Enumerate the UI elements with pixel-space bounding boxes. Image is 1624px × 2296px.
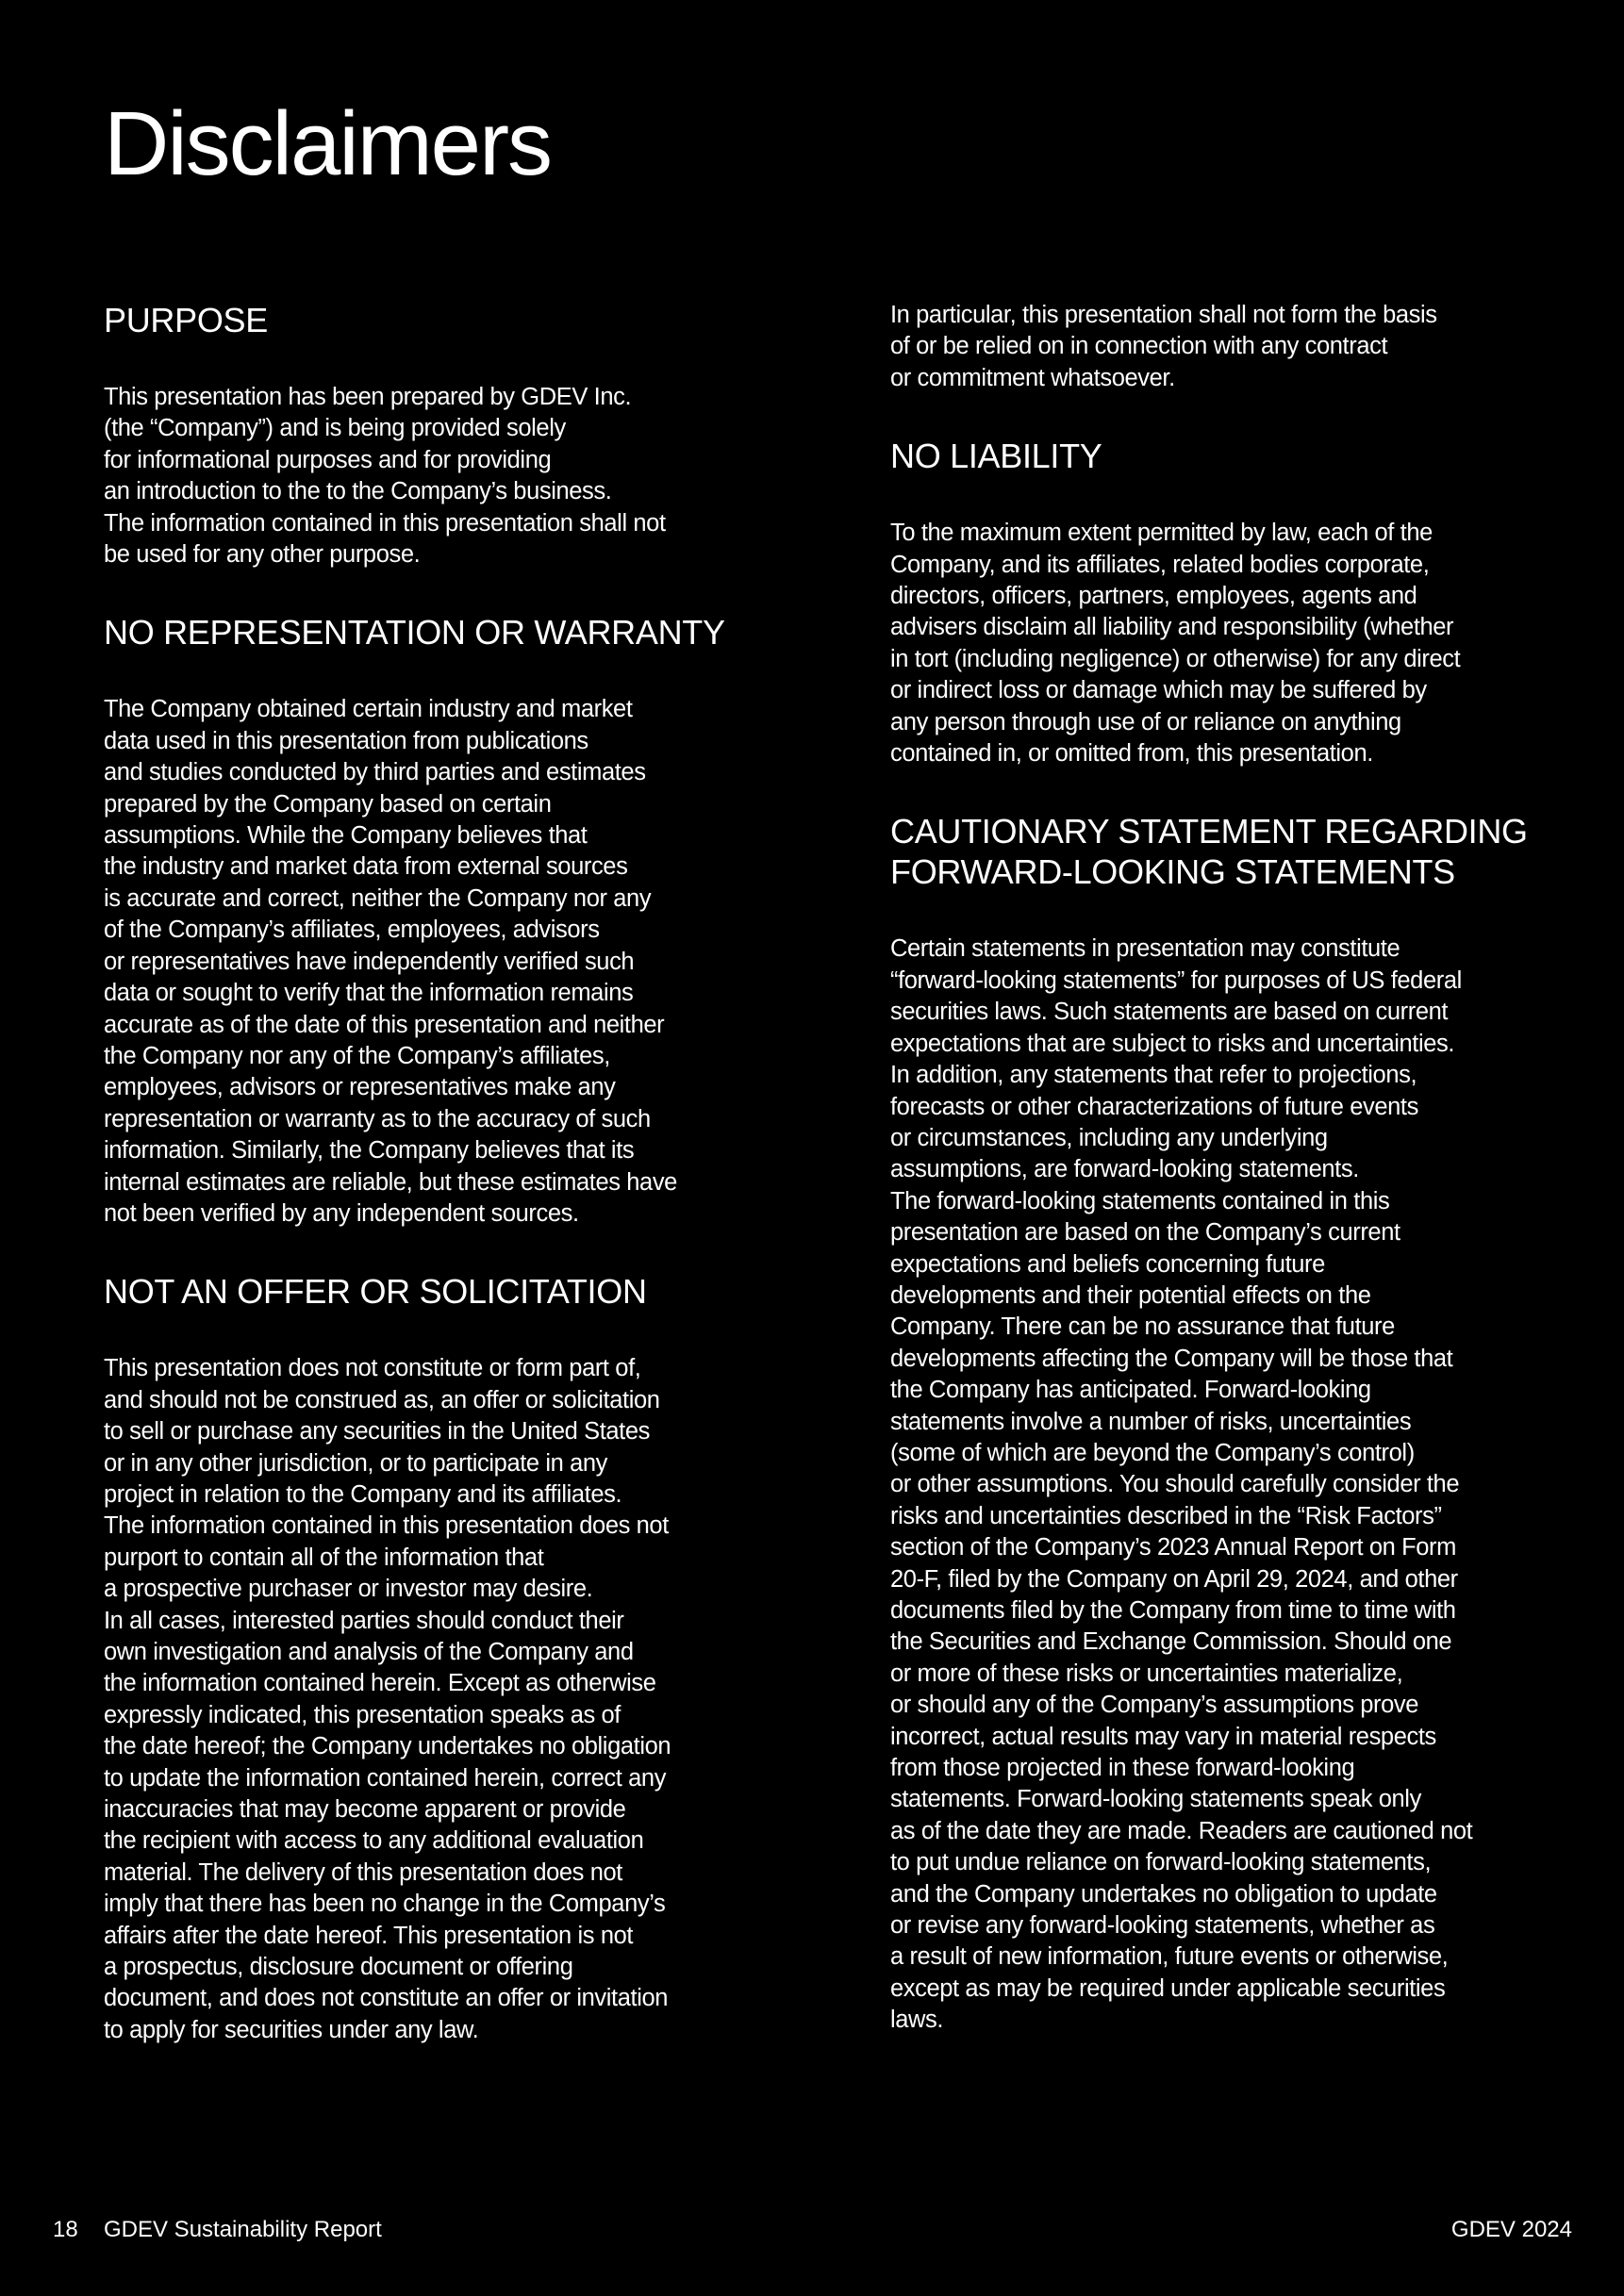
cautionary-heading: [890, 811, 1532, 892]
no-liability-body: [890, 518, 1532, 769]
text-line: not been verified by any independent sources.: [104, 1199, 579, 1227]
text-line: the information contained herein. Except as otherwise: [104, 1670, 656, 1697]
not-an-offer-section: [104, 1271, 745, 2046]
text-line: presentation are based on the Company’s current: [890, 1219, 1400, 1247]
text-line: To the maximum extent permitted by law, each of the: [890, 520, 1433, 547]
text-line: The forward-looking statements contained in this: [890, 1187, 1390, 1214]
left-column: [104, 300, 745, 2046]
text-line: data or sought to verify that the information remains: [104, 980, 634, 1007]
text-line: or indirect loss or damage which may be suffered by: [890, 677, 1427, 704]
cautionary-heading-line1: CAUTIONARY STATEMENT REGARDING: [890, 812, 1528, 851]
text-line: a prospective purchaser or investor may desire.: [104, 1576, 593, 1603]
text-line: statements. Forward-looking statements speak only: [890, 1786, 1421, 1813]
text-line: The information contained in this presentation does not: [104, 1512, 669, 1540]
text-line: or commitment whatsoever.: [890, 364, 1175, 391]
text-line: Company. There can be no assurance that future: [890, 1313, 1395, 1341]
text-line: to put undue reliance on forward-looking statements,: [890, 1849, 1432, 1876]
text-line: from those projected in these forward-looking: [890, 1755, 1355, 1782]
no-representation-body: [104, 694, 745, 1230]
text-line: the industry and market data from external sources: [104, 853, 628, 881]
text-line: advisers disclaim all liability and responsibility (whether: [890, 614, 1454, 641]
text-line: to update the information contained herein, correct any: [104, 1764, 667, 1792]
text-line: and the Company undertakes no obligation to update: [890, 1880, 1437, 1908]
text-line: own investigation and analysis of the Company and: [104, 1639, 634, 1665]
text-line: or representatives have independently verified such: [104, 948, 635, 975]
text-line: the Company has anticipated. Forward-looking: [890, 1377, 1371, 1404]
text-line: statements involve a number of risks, uncertainties: [890, 1408, 1412, 1435]
text-line: expressly indicated, this presentation speaks as of: [104, 1701, 621, 1728]
not-an-offer-body: [104, 1353, 745, 2046]
text-line: expectations that are subject to risks and uncertainties.: [890, 1030, 1455, 1057]
text-line: internal estimates are reliable, but these estimates have: [104, 1168, 677, 1196]
text-line: imply that there has been no change in the Company’s: [104, 1891, 666, 1918]
text-line: inaccuracies that may become apparent or provide: [104, 1796, 626, 1824]
text-line: (some of which are beyond the Company’s control): [890, 1439, 1415, 1466]
not-an-offer-heading: NOT AN OFFER OR SOLICITATION: [104, 1272, 647, 1312]
report-name: GDEV Sustainability Report: [104, 2217, 382, 2242]
text-line: section of the Company’s 2023 Annual Report on Form: [890, 1534, 1456, 1561]
text-line: in tort (including negligence) or otherwise) for any direct: [890, 645, 1461, 672]
text-line: employees, advisors or representatives make any: [104, 1074, 616, 1101]
text-line: This presentation does not constitute or form part of,: [104, 1355, 641, 1382]
text-line: of the Company’s affiliates, employees, advisors: [104, 917, 600, 944]
right-column: [890, 300, 1532, 2037]
text-line: to apply for securities under any law.: [104, 2016, 479, 2043]
text-line: expectations and beliefs concerning future: [890, 1250, 1325, 1278]
in-particular-body: [890, 300, 1532, 394]
text-line: contained in, or omitted from, this presentation.: [890, 740, 1373, 768]
text-line: In all cases, interested parties should conduct their: [104, 1607, 624, 1634]
text-line: directors, officers, partners, employees, agents and: [890, 583, 1417, 610]
text-line: the date hereof; the Company undertakes no obligation: [104, 1733, 671, 1760]
text-line: as of the date they are made. Readers are cautioned not: [890, 1817, 1473, 1844]
text-line: securities laws. Such statements are based on current: [890, 999, 1449, 1026]
purpose-heading: PURPOSE: [104, 301, 268, 339]
page-number: 18: [53, 2217, 78, 2242]
text-line: or in any other jurisdiction, or to participate in any: [104, 1449, 608, 1477]
text-line: documents filed by the Company from time to time with: [890, 1597, 1456, 1624]
in-particular-section: [890, 300, 1532, 394]
text-line: the recipient with access to any additional evaluation: [104, 1827, 644, 1855]
text-line: representation or warranty as to the accuracy of such: [104, 1105, 651, 1132]
text-line: 20-F, filed by the Company on April 29, 2024, and other: [890, 1565, 1458, 1593]
text-line: The information contained in this presentation shall not: [104, 509, 666, 537]
text-line: prepared by the Company based on certain: [104, 790, 552, 818]
cautionary-heading-line2: FORWARD-LOOKING STATEMENTS: [890, 852, 1455, 892]
text-line: for informational purposes and for providing: [104, 446, 552, 473]
text-line: developments and their potential effects on the: [890, 1281, 1371, 1309]
cautionary-body: [890, 933, 1532, 2036]
text-line: a result of new information, future events or otherwise,: [890, 1943, 1449, 1971]
text-line: except as may be required under applicable securities: [890, 1974, 1446, 2002]
text-line: In addition, any statements that refer to projections,: [890, 1062, 1417, 1089]
text-line: to sell or purchase any securities in the United States: [104, 1418, 650, 1445]
text-line: This presentation has been prepared by GDEV Inc.: [104, 384, 632, 410]
text-line: be used for any other purpose.: [104, 541, 421, 569]
text-line: or revise any forward-looking statements, whether as: [890, 1912, 1435, 1940]
text-line: Company, and its affiliates, related bodies corporate,: [890, 551, 1430, 578]
text-line: incorrect, actual results may vary in material respects: [890, 1723, 1436, 1750]
text-line: laws.: [890, 2007, 944, 2034]
text-line: accurate as of the date of this presentation and neither: [104, 1011, 665, 1038]
text-line: affairs after the date hereof. This presentation is not: [104, 1922, 634, 1949]
text-line: and should not be construed as, an offer or solicitation: [104, 1386, 660, 1413]
text-line: purport to contain all of the information that: [104, 1544, 544, 1571]
text-line: an introduction to the to the Company’s business.: [104, 478, 612, 505]
text-line: assumptions. While the Company believes that: [104, 822, 588, 850]
text-line: or should any of the Company’s assumptions prove: [890, 1692, 1419, 1719]
page-title: Disclaimers: [104, 93, 552, 194]
purpose-section: [104, 300, 745, 570]
cautionary-section: [890, 811, 1532, 2036]
no-liability-section: [890, 436, 1532, 769]
text-line: assumptions, are forward-looking statements.: [890, 1156, 1359, 1183]
no-liability-heading: NO LIABILITY: [890, 437, 1102, 476]
text-line: a prospectus, disclosure document or offering: [104, 1954, 573, 1981]
text-line: forecasts or other characterizations of future events: [890, 1093, 1418, 1120]
text-line: information. Similarly, the Company believes that its: [104, 1137, 635, 1165]
text-line: In particular, this presentation shall not form the basis: [890, 302, 1437, 328]
text-line: or circumstances, including any underlying: [890, 1124, 1328, 1151]
purpose-body: [104, 382, 745, 570]
text-line: developments affecting the Company will be those that: [890, 1345, 1453, 1372]
no-representation-heading: NO REPRESENTATION OR WARRANTY: [104, 613, 725, 652]
text-line: is accurate and correct, neither the Company nor any: [104, 884, 652, 912]
text-line: data used in this presentation from publications: [104, 727, 588, 754]
year-label: GDEV 2024: [1450, 2217, 1572, 2242]
text-line: Certain statements in presentation may constitute: [890, 935, 1400, 963]
text-line: and studies conducted by third parties and estimates: [104, 759, 646, 786]
text-line: or more of these risks or uncertainties materialize,: [890, 1660, 1403, 1687]
text-line: “forward-looking statements” for purposes of US federal: [890, 966, 1462, 994]
text-line: project in relation to the Company and its affiliates.: [104, 1480, 622, 1508]
text-line: the Company nor any of the Company’s affiliates,: [104, 1042, 610, 1069]
text-line: of or be relied on in connection with any contract: [890, 333, 1388, 360]
text-line: The Company obtained certain industry and market: [104, 696, 633, 723]
text-line: document, and does not constitute an offer or invitation: [104, 1985, 669, 2012]
text-line: the Securities and Exchange Commission. Should one: [890, 1628, 1452, 1656]
text-line: or other assumptions. You should carefully consider the: [890, 1471, 1460, 1498]
text-line: (the “Company”) and is being provided solely: [104, 415, 566, 442]
text-line: material. The delivery of this presentation does not: [104, 1858, 622, 1886]
text-line: any person through use of or reliance on anything: [890, 708, 1401, 735]
text-line: risks and uncertainties described in the “Risk Factors”: [890, 1502, 1442, 1529]
no-representation-section: [104, 612, 745, 1230]
